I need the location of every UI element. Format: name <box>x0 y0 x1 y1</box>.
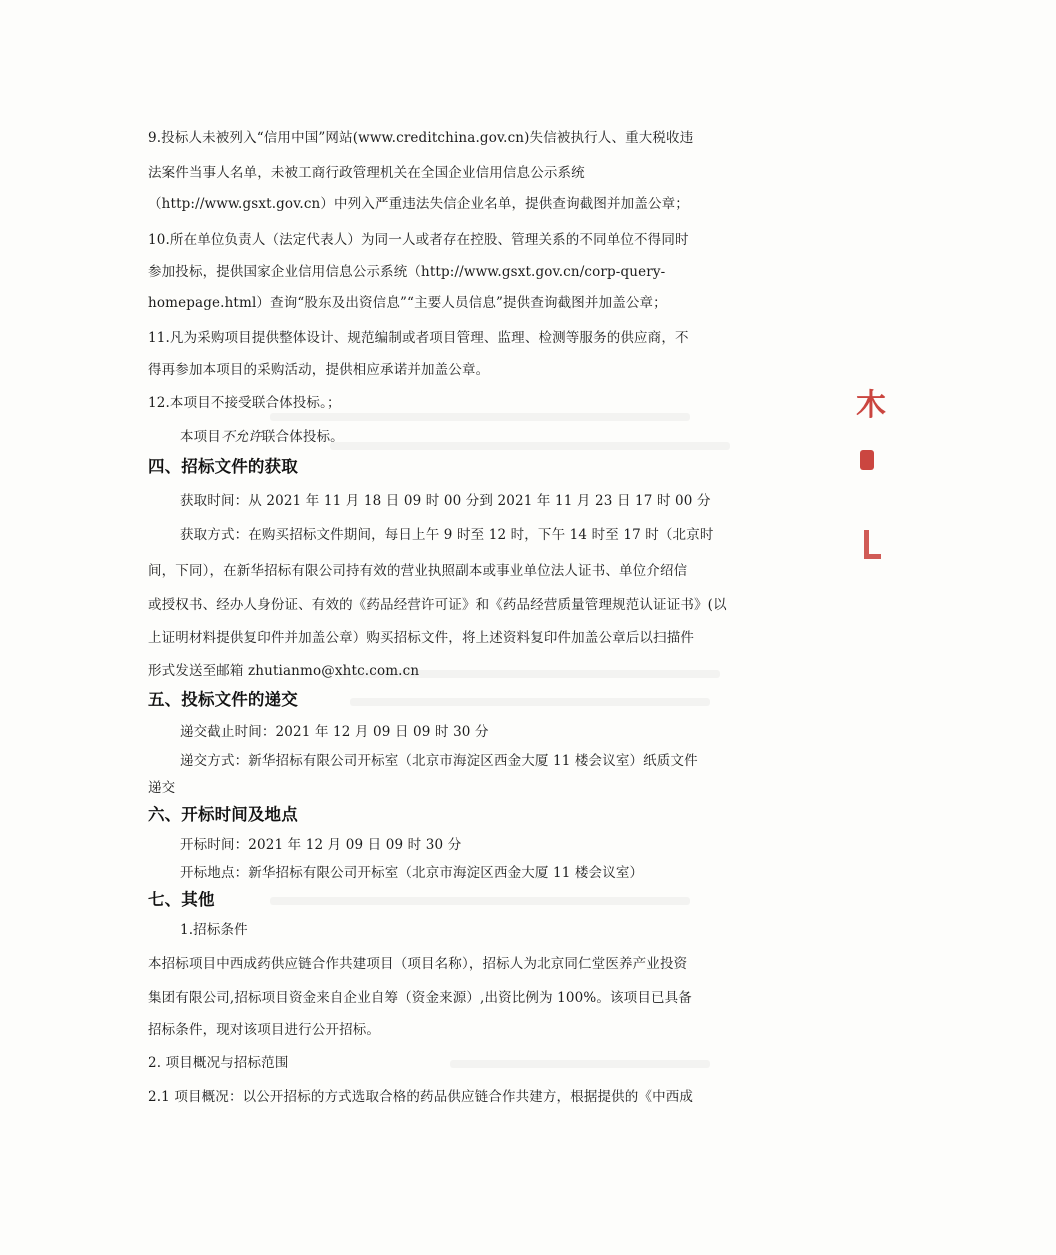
text-line: 12.本项目不接受联合体投标。； <box>148 395 341 411</box>
bleed-through-mark <box>270 413 690 421</box>
section-heading-5: 五、投标文件的递交 <box>148 690 298 709</box>
acquisition-time: 获取时间：从 2021 年 11 月 18 日 09 时 00 分到 2021 年 11 月 23 日 17 时 00 分 <box>180 493 711 509</box>
text-line: homepage.html）查询“股东及出资信息”“主要人员信息”提供查询截图并加盖公章； <box>148 295 667 311</box>
subheading-project-overview: 2. 项目概况与招标范围 <box>148 1055 289 1071</box>
conditions-paragraph: 集团有限公司,招标项目资金来自企业自筹（资金来源）,出资比例为 100%。该项目已具备 <box>148 990 692 1006</box>
text-line: （http://www.gsxt.gov.cn）中列入严重违法失信企业名单，提供查询截图并加盖公章； <box>148 196 689 212</box>
section-heading-6: 六、开标时间及地点 <box>148 805 298 824</box>
acquisition-method: 获取方式：在购买招标文件期间，每日上午 9 时至 12 时，下午 14 时至 17 时（北京时 <box>180 527 714 543</box>
opening-place: 开标地点：新华招标有限公司开标室（北京市海淀区西金大厦 11 楼会议室） <box>180 865 644 881</box>
submission-method: 递交方式：新华招标有限公司开标室（北京市海淀区西金大厦 11 楼会议室）纸质文件 <box>180 753 698 769</box>
acquisition-method: 上证明材料提供复印件并加盖公章）购买招标文件，将上述资料复印件加盖公章后以扫描件 <box>148 630 694 646</box>
joint-bid-emphasis: 不允许 <box>220 429 262 445</box>
conditions-paragraph: 招标条件，现对该项目进行公开招标。 <box>148 1022 381 1038</box>
project-overview-text: 2.1 项目概况：以公开招标的方式选取合格的药品供应链合作共建方，根据提供的《中西成 <box>148 1089 694 1105</box>
submission-method: 递交 <box>148 780 176 796</box>
subheading-bid-conditions: 1.招标条件 <box>180 922 248 938</box>
text-line: 参加投标，提供国家企业信用信息公示系统（http://www.gsxt.gov.cn/corp-query- <box>148 264 666 280</box>
submission-deadline: 递交截止时间：2021 年 12 月 09 日 09 时 30 分 <box>180 724 489 740</box>
acquisition-method: 或授权书、经办人身份证、有效的《药品经营许可证》和《药品经营质量管理规范认证证书》(以 <box>148 597 727 613</box>
joint-bid-prefix: 本项目 <box>180 429 221 445</box>
text-line: 10.所在单位负责人（法定代表人）为同一人或者存在控股、管理关系的不同单位不得同时 <box>148 232 689 248</box>
joint-bid-suffix: 联合体投标。 <box>261 429 344 445</box>
acquisition-method: 形式发送至邮箱 zhutianmo@xhtc.com.cn <box>148 663 420 679</box>
opening-time: 开标时间：2021 年 12 月 09 日 09 时 30 分 <box>180 837 462 853</box>
conditions-paragraph: 本招标项目中西成药供应链合作共建项目（项目名称），招标人为北京同仁堂医养产业投资 <box>148 956 688 972</box>
section-heading-4: 四、招标文件的获取 <box>148 457 298 476</box>
text-line: 11.凡为采购项目提供整体设计、规范编制或者项目管理、监理、检测等服务的供应商，不 <box>148 330 689 346</box>
acquisition-method: 间，下同），在新华招标有限公司持有效的营业执照副本或事业单位法人证书、单位介绍信 <box>148 563 688 579</box>
text-line: 得再参加本项目的采购活动，提供相应承诺并加盖公章。 <box>148 362 490 378</box>
seal-fragment: 木 <box>856 388 886 423</box>
text-line: 法案件当事人名单，未被工商行政管理机关在全国企业信用信息公示系统 <box>148 165 585 181</box>
joint-bid-statement <box>180 427 1056 447</box>
section-heading-7: 七、其他 <box>148 890 215 909</box>
text-line: 9.投标人未被列入“信用中国”网站(www.creditchina.gov.cn)失信被执行人、重大税收违 <box>148 130 694 146</box>
